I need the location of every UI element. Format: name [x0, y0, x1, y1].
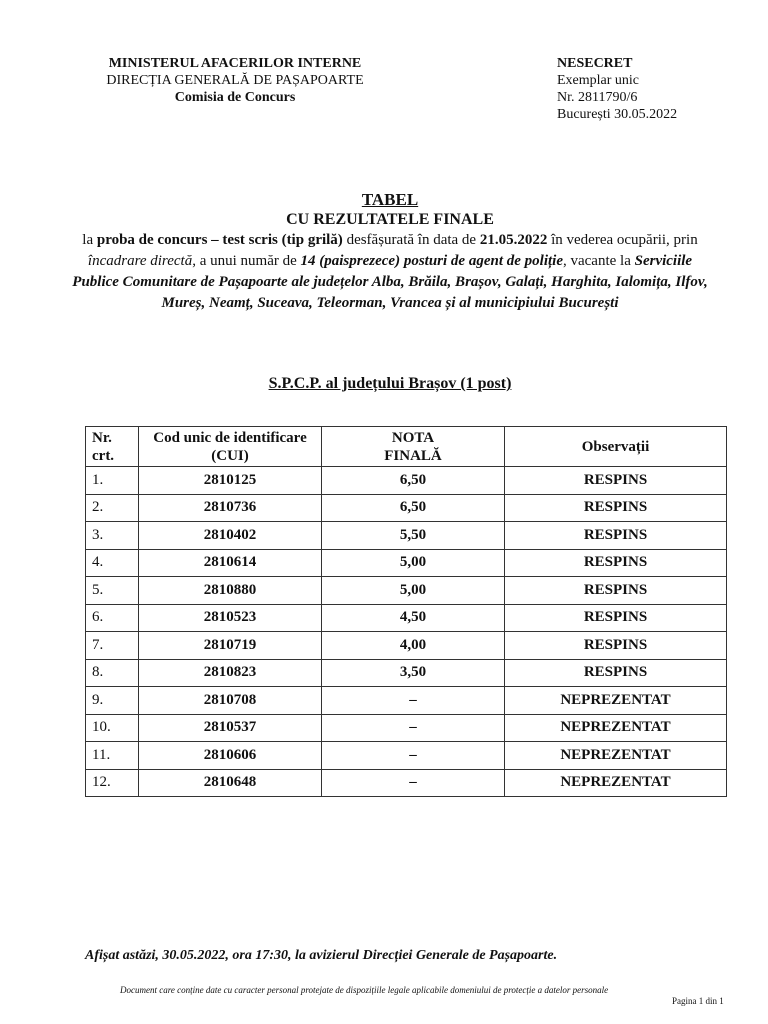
cell-nr: 1.: [86, 467, 139, 495]
cell-cui: 2810719: [139, 632, 322, 660]
table-row: [86, 577, 727, 605]
cell-obs: RESPINS: [505, 632, 727, 660]
cell-cui: 2810614: [139, 549, 322, 577]
cell-cui: 2810880: [139, 577, 322, 605]
cell-cui: 2810606: [139, 742, 322, 770]
cell-cui: 2810125: [139, 467, 322, 495]
registration-number: Nr. 2811790/6: [557, 90, 638, 105]
ministry-name: MINISTERUL AFACERILOR INTERNE: [108, 56, 362, 71]
directorate-name: DIRECȚIA GENERALĂ DE PAȘAPOARTE: [106, 73, 364, 88]
cell-obs: NEPREZENTAT: [505, 769, 727, 797]
title-sub: CU REZULTATELE FINALE: [286, 211, 494, 228]
cell-nota: 4,50: [322, 604, 505, 632]
header-right: [557, 55, 677, 123]
cell-nr: 8.: [86, 659, 139, 687]
table-row: [86, 632, 727, 660]
cell-nr: 7.: [86, 632, 139, 660]
cell-nota: 6,50: [322, 467, 505, 495]
cell-nota: –: [322, 714, 505, 742]
posting-note: Afișat astăzi, 30.05.2022, ora 17:30, la avizierul Direcției Generale de Pașapoarte.: [85, 948, 558, 963]
cell-obs: RESPINS: [505, 659, 727, 687]
cell-cui: 2810823: [139, 659, 322, 687]
table-row: [86, 714, 727, 742]
table-row: [86, 687, 727, 715]
cell-cui: 2810523: [139, 604, 322, 632]
page-number: Pagina 1 din 1: [672, 996, 724, 1006]
commission-name: Comisia de Concurs: [174, 90, 296, 105]
cell-nota: 5,00: [322, 549, 505, 577]
cell-nota: –: [322, 769, 505, 797]
classification: NESECRET: [557, 56, 633, 71]
cell-cui: 2810537: [139, 714, 322, 742]
table-row: [86, 494, 727, 522]
cell-obs: RESPINS: [505, 522, 727, 550]
table-row: [86, 604, 727, 632]
cell-cui: 2810736: [139, 494, 322, 522]
personal-data-disclaimer: Document care conține date cu caracter personal protejate de dispozițiile legale aplicabile domeniului de protecție a datelor personale: [120, 985, 609, 995]
cell-nota: 4,00: [322, 632, 505, 660]
col-header-nota: NOTA FINALĂ: [322, 427, 505, 467]
cell-nr: 5.: [86, 577, 139, 605]
cell-nota: 5,00: [322, 577, 505, 605]
cell-nota: 6,50: [322, 494, 505, 522]
cell-nr: 6.: [86, 604, 139, 632]
header-left: [60, 55, 410, 106]
cell-nr: 4.: [86, 549, 139, 577]
col-header-nr: Nr. crt.: [86, 427, 139, 467]
cell-cui: 2810708: [139, 687, 322, 715]
table-row: [86, 659, 727, 687]
cell-nr: 12.: [86, 769, 139, 797]
cell-nota: –: [322, 687, 505, 715]
cell-nr: 3.: [86, 522, 139, 550]
section-subtitle: S.P.C.P. al județului Brașov (1 post): [268, 375, 512, 392]
cell-nota: 3,50: [322, 659, 505, 687]
title-main: TABEL: [361, 190, 419, 209]
cell-obs: RESPINS: [505, 549, 727, 577]
cell-nr: 10.: [86, 714, 139, 742]
col-header-obs: Observații: [505, 427, 727, 467]
cell-obs: NEPREZENTAT: [505, 714, 727, 742]
table-row: [86, 769, 727, 797]
cell-cui: 2810648: [139, 769, 322, 797]
col-header-cui: Cod unic de identificare (CUI): [139, 427, 322, 467]
table-row: [86, 467, 727, 495]
cell-obs: NEPREZENTAT: [505, 742, 727, 770]
cell-obs: NEPREZENTAT: [505, 687, 727, 715]
place-date: București 30.05.2022: [557, 107, 678, 122]
title-paragraph: la proba de concurs – test scris (tip grilă) desfășurată în data de 21.05.2022 în vederea ocupării, prin încadrare directă, a unui număr de 14 (paisprezece) posturi de agent de poliție, vacante la Serviciile Publice Comunitare de Pașapoarte ale județelor Alba, Brăila, Brașov, Galați, Harghita, Ialomița, Ilfov, Mureș, Neamț, Suceava, Teleorman, Vrancea și al municipiului București: [72, 232, 708, 311]
table-row: [86, 522, 727, 550]
cell-nr: 2.: [86, 494, 139, 522]
cell-obs: RESPINS: [505, 494, 727, 522]
title-block: [70, 190, 710, 314]
results-table: [85, 426, 727, 797]
cell-nota: –: [322, 742, 505, 770]
cell-obs: RESPINS: [505, 577, 727, 605]
cell-nota: 5,50: [322, 522, 505, 550]
table-header-row: [86, 427, 727, 467]
table-row: [86, 742, 727, 770]
cell-nr: 9.: [86, 687, 139, 715]
cell-obs: RESPINS: [505, 604, 727, 632]
copy-note: Exemplar unic: [557, 73, 640, 88]
cell-cui: 2810402: [139, 522, 322, 550]
cell-obs: RESPINS: [505, 467, 727, 495]
table-row: [86, 549, 727, 577]
cell-nr: 11.: [86, 742, 139, 770]
